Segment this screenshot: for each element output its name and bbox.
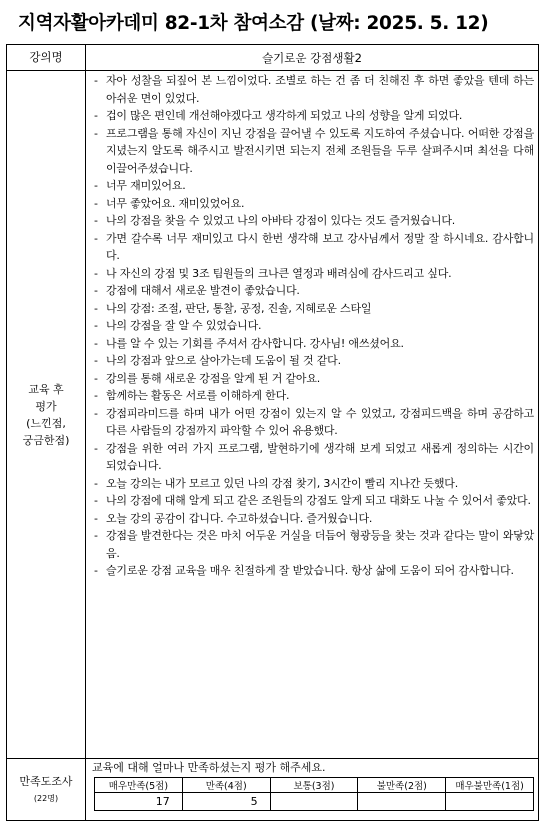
feedback-item: - 강점에 대해서 새로운 발견이 좋았습니다. bbox=[92, 282, 534, 300]
feedback-item: - 나의 강점: 조절, 판단, 통찰, 공정, 진솔, 지혜로운 스타일 bbox=[92, 300, 534, 318]
rating-column-header: 불만족(2점) bbox=[358, 778, 446, 793]
feedback-item: - 함께하는 활동은 서로를 이해하게 한다. bbox=[92, 387, 534, 405]
rating-count bbox=[358, 793, 446, 811]
document-title: 지역자활아카데미 82-1차 참여소감 (날짜: 2025. 5. 12) bbox=[18, 13, 489, 34]
feedback-item: - 프로그램을 통해 자신이 지닌 강점을 끌어낼 수 있도록 지도하여 주셨습니다. 어떠한 강점을 지녔는지 알도록 해주시고 발전시키면 되는지 전체 조원들을 두루 살펴주시며 최선을 다해 이끌어주셨습니다. bbox=[92, 125, 534, 178]
evaluation-content bbox=[86, 71, 539, 759]
rating-count bbox=[270, 793, 358, 811]
course-label: 강의명 bbox=[7, 45, 86, 71]
feedback-table bbox=[6, 44, 539, 821]
feedback-item: - 오늘 강의는 내가 모르고 있던 나의 강점 찾기, 3시간이 빨리 지나간 듯했다. bbox=[92, 475, 534, 493]
header-row bbox=[7, 45, 539, 71]
evaluation-label-line: 교육 후 bbox=[28, 382, 64, 396]
rating-count: 17 bbox=[95, 793, 183, 811]
feedback-item: - 가면 갈수록 너무 재미있고 다시 한번 생각해 보고 강사님께서 정말 잘 하시네요. 감사합니다. bbox=[92, 230, 534, 265]
evaluation-label-line: 궁금한점) bbox=[22, 433, 70, 447]
evaluation-label bbox=[7, 71, 86, 759]
feedback-item: - 너무 재미있어요. bbox=[92, 177, 534, 195]
feedback-item: - 나를 알 수 있는 기회를 주셔서 감사합니다. 강사님! 애쓰셨어요. bbox=[92, 335, 534, 353]
satisfaction-question: 교육에 대해 얼마나 만족하셨는지 평가 해주세요. bbox=[92, 761, 326, 774]
rating-column-header: 보통(3점) bbox=[270, 778, 358, 793]
satisfaction-content bbox=[86, 759, 539, 821]
rating-column-header: 만족(4점) bbox=[182, 778, 270, 793]
feedback-list bbox=[92, 72, 534, 580]
feedback-item: - 슬기로운 강점 교육을 매우 친절하게 잘 받았습니다. 항상 삶에 도움이 되어 감사합니다. bbox=[92, 562, 534, 580]
rating-header-row bbox=[95, 778, 534, 793]
rating-count-row bbox=[95, 793, 534, 811]
satisfaction-label-text: 만족도조사 bbox=[19, 774, 73, 788]
rating-count: 5 bbox=[182, 793, 270, 811]
feedback-item: - 강점을 발견한다는 것은 마치 어두운 거실을 더듬어 형광등을 찾는 것과 같다는 말이 와닿았음. bbox=[92, 527, 534, 562]
evaluation-label-line: (느낀점, bbox=[26, 416, 66, 430]
feedback-item: - 강점피라미드를 하며 내가 어떤 강점이 있는지 알 수 있었고, 강점피드백을 하며 공감하고 다른 사람들의 강점까지 파악할 수 있어 유용했다. bbox=[92, 405, 534, 440]
feedback-item: - 나의 강점을 찾을 수 있었고 나의 아바타 강점이 있다는 것도 즐거웠습니다. bbox=[92, 212, 534, 230]
satisfaction-table bbox=[94, 777, 534, 811]
respondent-count: (22명) bbox=[33, 793, 59, 803]
course-name: 슬기로운 강점생활2 bbox=[86, 45, 539, 71]
feedback-item: - 나의 강점을 잘 알 수 있었습니다. bbox=[92, 317, 534, 335]
feedback-item: - 자아 성찰을 되짚어 본 느낌이었다. 조별로 하는 건 좀 더 친해진 후 하면 좋았을 텐데 하는 아쉬운 면이 있었다. bbox=[92, 72, 534, 107]
satisfaction-row bbox=[7, 759, 539, 821]
feedback-item: - 강점을 위한 여러 가지 프로그램, 발현하기에 생각해 보게 되었고 새롭게 정의하는 시간이 되었습니다. bbox=[92, 440, 534, 475]
evaluation-row bbox=[7, 71, 539, 759]
rating-column-header: 매우불만족(1점) bbox=[446, 778, 534, 793]
feedback-item: - 나의 강점과 앞으로 살아가는데 도움이 될 것 같다. bbox=[92, 352, 534, 370]
feedback-item: - 겁이 많은 편인데 개선해야겠다고 생각하게 되었고 나의 성향을 알게 되었다. bbox=[92, 107, 534, 125]
evaluation-label-line: 평가 bbox=[35, 399, 57, 413]
feedback-item: - 너무 좋았어요. 재미있었어요. bbox=[92, 195, 534, 213]
feedback-item: - 나 자신의 강점 및 3조 팀원들의 크나큰 열정과 배려심에 감사드리고 싶다. bbox=[92, 265, 534, 283]
rating-count bbox=[446, 793, 534, 811]
rating-column-header: 매우만족(5점) bbox=[95, 778, 183, 793]
feedback-item: - 나의 강점에 대해 알게 되고 같은 조원들의 강점도 알게 되고 대화도 나눌 수 있어서 좋았다. bbox=[92, 492, 534, 510]
feedback-item: - 강의를 통해 새로운 강점을 알게 된 거 같아요. bbox=[92, 370, 534, 388]
satisfaction-label bbox=[7, 759, 86, 821]
feedback-item: - 오늘 강의 공감이 갑니다. 수고하셨습니다. 즐거웠습니다. bbox=[92, 510, 534, 528]
